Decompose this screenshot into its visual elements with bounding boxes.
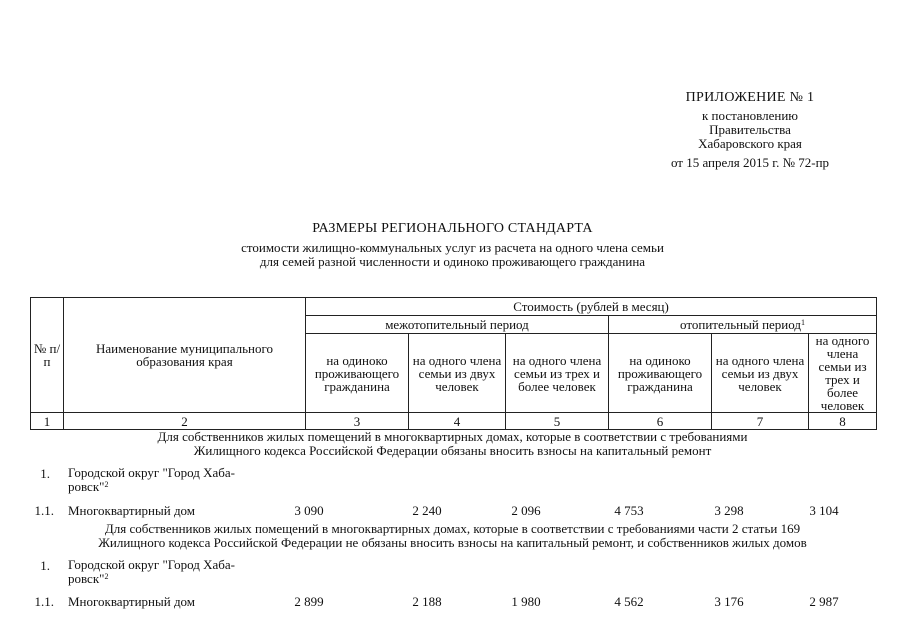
value-cell: 4 562 [614,594,644,609]
header-col-8: на одного члена семьи из трех и более человек [809,334,877,413]
row-name: Многоквартирный дом [68,594,196,609]
header-cost: Стоимость (рублей в месяц) [306,298,877,316]
subtitle-line-1: стоимости жилищно-коммунальных услуг из расчета на одного члена семьи [241,240,664,255]
row-number: 1.1. [34,594,54,609]
header-num: № п/п [31,298,64,413]
standards-table-header [30,297,877,430]
group-name-line-2: ровск" [68,479,105,494]
header-col-6: на одиноко проживающего гражданина [609,334,712,413]
col-number-4: 4 [409,413,506,430]
header-period-on [609,316,877,334]
row-number: 1.1. [34,503,54,518]
appendix-line-2: Правительства [709,122,791,137]
col-number-8: 8 [809,413,877,430]
document-title: РАЗМЕРЫ РЕГИОНАЛЬНОГО СТАНДАРТА [312,221,593,236]
value-cell: 3 176 [714,594,744,609]
header-col-4: на одного члена семьи из двух человек [409,334,506,413]
value-cell: 3 104 [809,503,839,518]
value-cell: 3 298 [714,503,744,518]
header-col-5: на одного члена семьи из трех и более человек [506,334,609,413]
footnote-marker: 2 [104,572,109,581]
header-col-7: на одного члена семьи из двух человек [712,334,809,413]
col-number-5: 5 [506,413,609,430]
appendix-line-1: к постановлению [701,108,799,123]
group-name-line-2: ровск" [68,571,105,586]
appendix-date: от 15 апреля 2015 г. № 72-пр [670,155,830,170]
header-period-off: межотопительный период [306,316,609,334]
section-heading-line-1: Для собственников жилых помещений в многоквартирных домах, которые в соответствии с требованиями части 2 статьи 169 [104,521,801,536]
col-number-2: 2 [64,413,306,430]
header-col-3: на одиноко проживающего гражданина [306,334,409,413]
group-number: 1. [40,466,50,481]
document-subtitle [0,241,905,269]
appendix-title: ПРИЛОЖЕНИЕ № 1 [685,90,815,105]
value-cell: 4 753 [614,503,644,518]
subtitle-line-2: для семей разной численности и одиноко проживающего гражданина [259,254,646,269]
value-cell: 2 899 [294,594,324,609]
group-number: 1. [40,558,50,573]
group-name [68,558,235,586]
section-heading [0,430,905,458]
footnote-marker: 2 [104,480,109,489]
section-heading-line-2: Жилищного кодекса Российской Федерации не обязаны вносить взносы на капитальный ремонт, и собственников жилых домов [98,535,807,550]
value-cell: 2 096 [511,503,541,518]
appendix-block [600,91,900,170]
section-heading-line-2: Жилищного кодекса Российской Федерации обязаны вносить взносы на капитальный ремонт [193,443,712,458]
section-heading-line-1: Для собственников жилых помещений в многоквартирных домах, которые в соответствии с требованиями [157,429,748,444]
col-number-1: 1 [31,413,64,430]
row-name: Многоквартирный дом [68,503,196,518]
footnote-marker: 1 [801,318,805,327]
value-cell: 3 090 [294,503,324,518]
group-name-line-1: Городской округ "Город Хаба- [68,465,236,480]
value-cell: 1 980 [511,594,541,609]
col-number-7: 7 [712,413,809,430]
header-name: Наименование муниципального образования края [64,298,306,413]
group-name [68,466,235,494]
appendix-line-3: Хабаровского края [698,136,802,151]
value-cell: 2 188 [412,594,442,609]
header-period-on-label: отопительный период [680,317,801,332]
value-cell: 2 240 [412,503,442,518]
section-heading [0,522,905,550]
value-cell: 2 987 [809,594,839,609]
col-number-6: 6 [609,413,712,430]
col-number-3: 3 [306,413,409,430]
group-name-line-1: Городской округ "Город Хаба- [68,557,236,572]
